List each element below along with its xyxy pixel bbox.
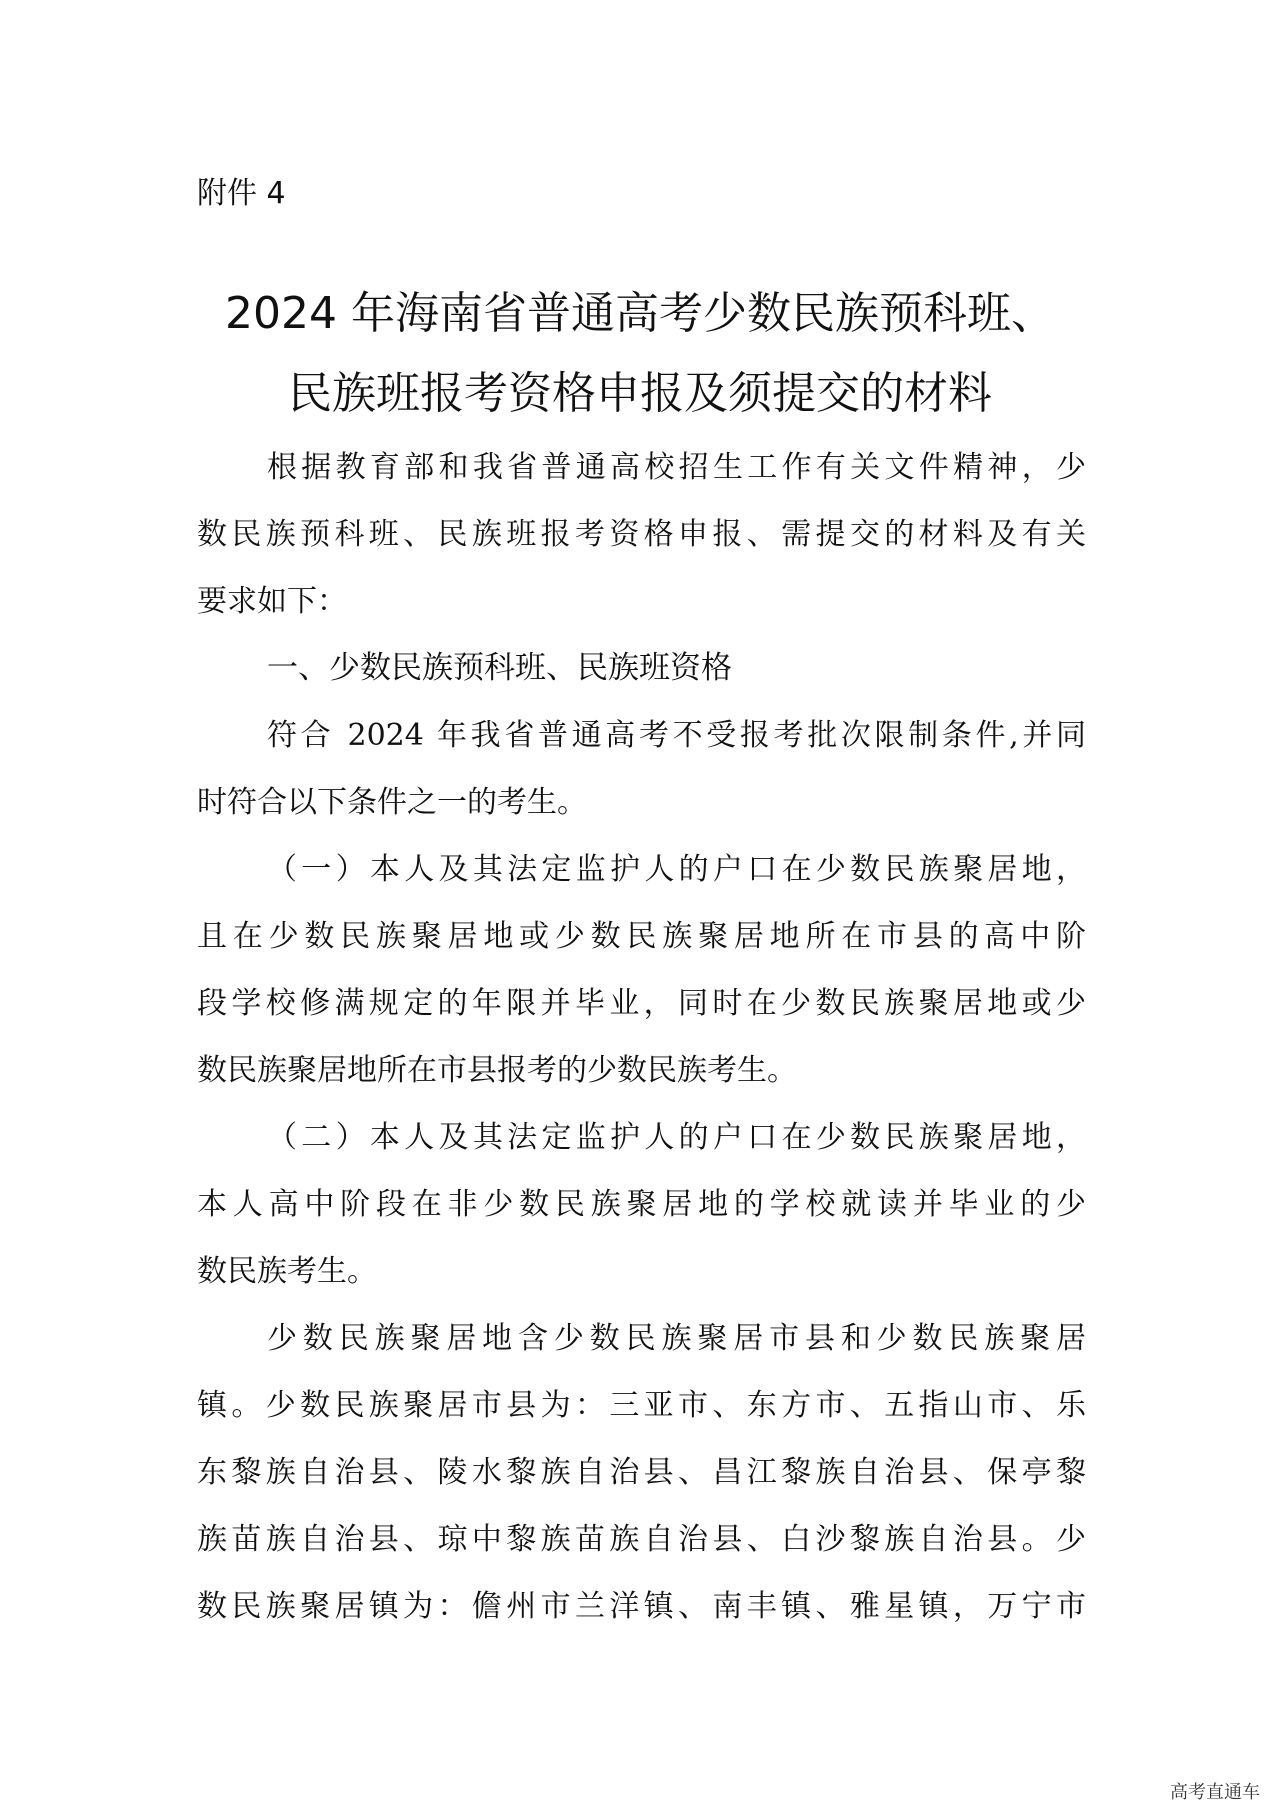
document-title-line-1: 2024 年海南省普通高考少数民族预科班、 [225, 288, 1055, 339]
intro-paragraph [197, 434, 1086, 635]
conditions-line: 时符合以下条件之一的考生。 [197, 785, 587, 820]
regions-line: 镇。少数民族聚居市县为：三亚市、东方市、五指山市、乐 [197, 1388, 1086, 1423]
regions-line: 东黎族自治县、陵水黎族自治县、昌江黎族自治县、保亭黎 [197, 1455, 1086, 1490]
item-one-line: 段学校修满规定的年限并毕业，同时在少数民族聚居地或少 [197, 986, 1086, 1021]
item-two-paragraph [197, 1104, 1086, 1305]
item-one-paragraph [197, 836, 1086, 1104]
conditions-paragraph [197, 702, 1086, 836]
item-one-line: （一）本人及其法定监护人的户口在少数民族聚居地， [267, 852, 1086, 887]
item-one-line: 数民族聚居地所在市县报考的少数民族考生。 [197, 1053, 797, 1088]
intro-line: 数民族预科班、民族班报考资格申报、需提交的材料及有关 [197, 517, 1086, 552]
regions-line: 族苗族自治县、琼中黎族苗族自治县、白沙黎族自治县。少 [197, 1522, 1086, 1557]
item-one-line: 且在少数民族聚居地或少数民族聚居地所在市县的高中阶 [197, 919, 1086, 954]
regions-line: 少数民族聚居地含少数民族聚居市县和少数民族聚居 [267, 1321, 1086, 1356]
intro-line: 要求如下： [197, 584, 347, 619]
intro-line: 根据教育部和我省普通高校招生工作有关文件精神，少 [267, 450, 1086, 485]
item-two-line: 本人高中阶段在非少数民族聚居地的学校就读并毕业的少 [197, 1187, 1086, 1222]
regions-line: 数民族聚居镇为：儋州市兰洋镇、南丰镇、雅星镇，万宁市 [197, 1589, 1086, 1624]
attachment-label: 附件 4 [197, 176, 286, 211]
item-two-line: 数民族考生。 [197, 1254, 377, 1289]
document-title-line-2: 民族班报考资格申报及须提交的材料 [288, 368, 992, 419]
regions-paragraph [197, 1305, 1086, 1640]
section-heading-1: 一、少数民族预科班、民族班资格 [267, 650, 732, 686]
item-two-line: （二）本人及其法定监护人的户口在少数民族聚居地， [267, 1120, 1086, 1155]
conditions-line: 符合 2024 年我省普通高考不受报考批次限制条件,并同 [267, 718, 1086, 753]
watermark: 高考直通车 [1170, 1782, 1260, 1803]
